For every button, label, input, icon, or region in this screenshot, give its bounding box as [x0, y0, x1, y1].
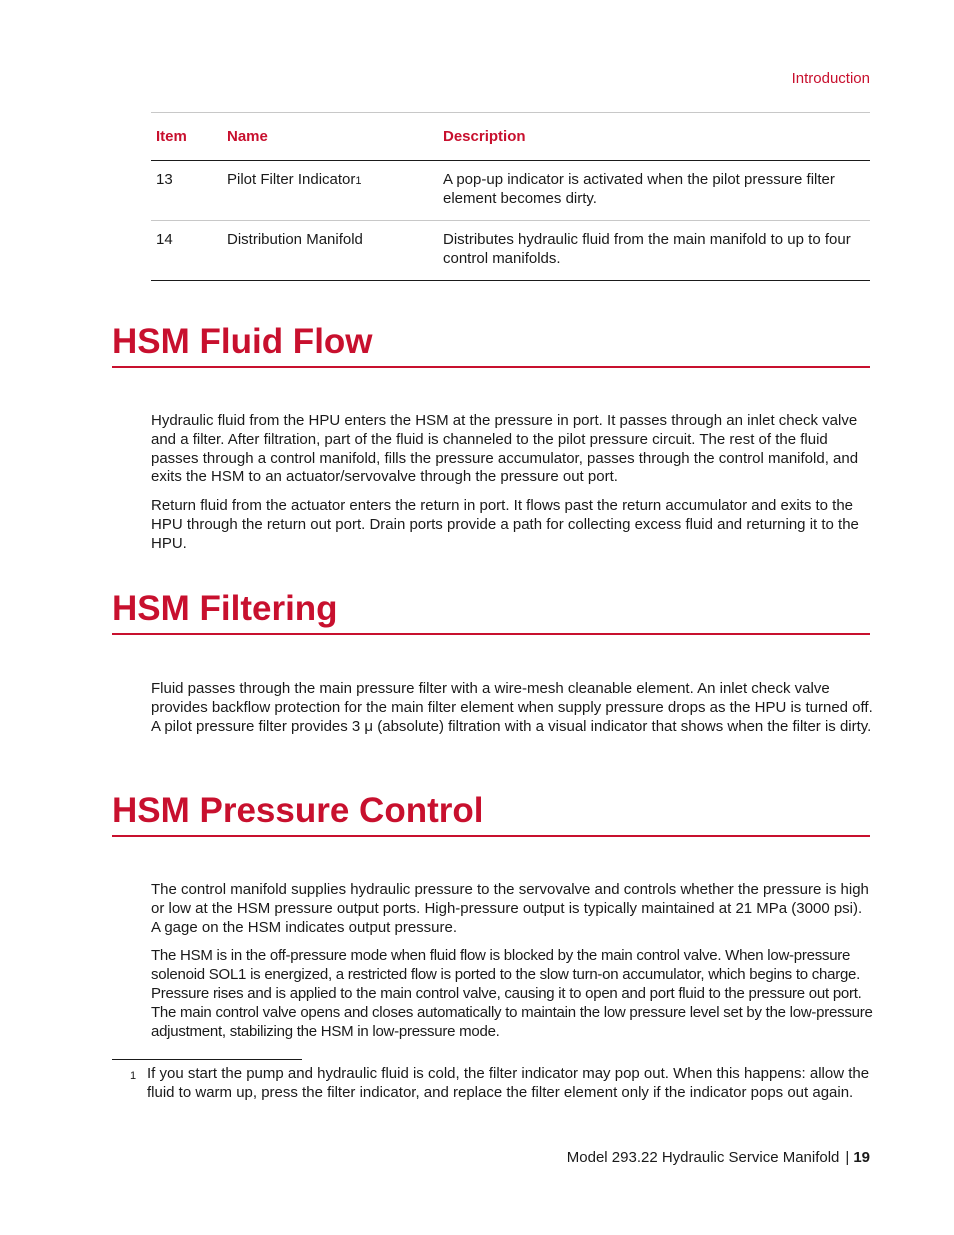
paragraph: Hydraulic fluid from the HPU enters the HSM at the pressure in port. It passes through an inlet check valve and a filter. After filtration, part of the fluid is channeled to the pilot pressure circuit. The rest of the fluid passes through a control manifold, fills the pressure accumulator, passes through the control manifold, and exits the HSM to an actuator/servovalve through the pressure out port. — [151, 412, 859, 486]
item-description: Distributes hydraulic fluid from the main manifold to up to four control manifolds. — [443, 231, 851, 267]
item-number: 13 — [156, 171, 173, 188]
section-body-filtering — [151, 680, 873, 746]
footnote-number: 1 — [130, 1070, 137, 1082]
item-name-cell — [222, 161, 438, 221]
section-body-pressure-control — [151, 881, 873, 1051]
section-heading-fluid-flow: HSM Fluid Flow — [112, 322, 870, 368]
component-table — [151, 112, 870, 281]
page-footer — [567, 1149, 870, 1166]
paragraph: The control manifold supplies hydraulic pressure to the servovalve and controls whether the pressure is high or low at the HSM pressure output ports. High-pressure output is typically maintained at 21 MPa (3000 psi). A gage on the HSM indicates output pressure. — [151, 881, 869, 936]
item-name: Pilot Filter Indicator — [227, 171, 356, 188]
item-name-cell — [222, 221, 438, 281]
footnote-divider — [112, 1059, 302, 1060]
item-description: A pop-up indicator is activated when the pilot pressure filter element becomes dirty. — [443, 171, 835, 207]
item-name: Distribution Manifold — [227, 231, 363, 248]
footer-separator: | — [845, 1149, 850, 1166]
paragraph: Return fluid from the actuator enters the return in port. It flows past the return accumulator and exits to the HPU through the return out port. Drain ports provide a path for collecting excess fluid and returning it to the HPU. — [151, 497, 859, 552]
paragraph: The HSM is in the off-pressure mode when fluid flow is blocked by the main control valve. When low-pressure solenoid SOL1 is energized, a restricted flow is ported to the slow turn-on accumulator, which begins to charge. Pressure rises and is applied to the main control valve, causing it to open and port fluid to the pressure out port. The main control valve opens and closes automatically to maintain the low pressure level set by the low-pressure adjustment, stabilizing the HSM in low-pressure mode. — [151, 947, 873, 1040]
column-header-name: Name — [227, 128, 268, 145]
running-header: Introduction — [791, 70, 870, 87]
section-heading-filtering: HSM Filtering — [112, 589, 870, 635]
table-row — [151, 221, 870, 281]
column-header-description: Description — [443, 128, 526, 145]
table-row — [151, 161, 870, 221]
section-body-fluid-flow — [151, 412, 873, 564]
footnote — [130, 1065, 872, 1103]
section-heading-pressure-control: HSM Pressure Control — [112, 791, 870, 837]
item-number: 14 — [156, 231, 173, 248]
footnote-text: If you start the pump and hydraulic fluid is cold, the filter indicator may pop out. When this happens: allow the fluid to warm up, press the filter indicator, and replace the filter element only if the indicator pops out again. — [147, 1065, 870, 1101]
table-header-row — [151, 113, 870, 161]
document-title: Model 293.22 Hydraulic Service Manifold — [566, 1149, 840, 1166]
page-number: 19 — [853, 1149, 870, 1166]
footnote-reference[interactable]: 1 — [355, 175, 362, 187]
paragraph: Fluid passes through the main pressure filter with a wire-mesh cleanable element. An inlet check valve provides backflow protection for the main filter element when supply pressure drops as the HPU is turned off. A pilot pressure filter provides 3 μ (absolute) filtration with a visual indicator that shows when the filter is dirty. — [151, 680, 873, 735]
column-header-item: Item — [156, 128, 187, 145]
